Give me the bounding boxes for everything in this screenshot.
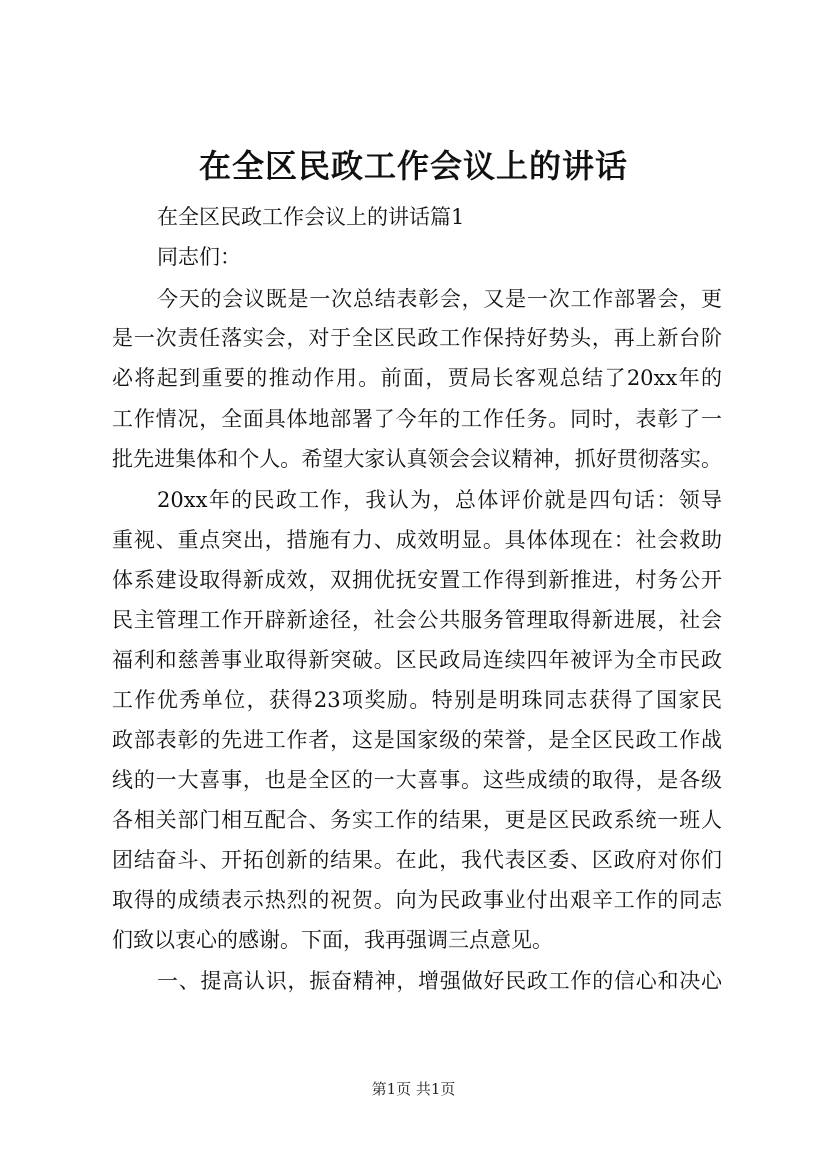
paragraph-line: 线的一大喜事，也是全区的一大喜事。这些成绩的取得，是各级 xyxy=(112,768,722,792)
paragraph-line: 批先进集体和个人。希望大家认真领会会议精神，抓好贯彻落实。 xyxy=(112,447,722,471)
paragraph-line: 体系建设取得新成效，双拥优抚安置工作得到新推进，村务公开 xyxy=(112,568,722,592)
paragraph-line: 工作情况，全面具体地部署了今年的工作任务。同时，表彰了一 xyxy=(112,407,722,431)
paragraph-line: 今天的会议既是一次总结表彰会，又是一次工作部署会，更 xyxy=(157,287,722,311)
section-heading: 在全区民政工作会议上的讲话篇1 xyxy=(157,205,465,229)
paragraph-line: 们致以衷心的感谢。下面，我再强调三点意见。 xyxy=(112,928,553,952)
paragraph-line: 各相关部门相互配合、务实工作的结果，更是区民政系统一班人 xyxy=(112,808,722,832)
paragraph-line: 民主管理工作开辟新途径，社会公共服务管理取得新进展，社会 xyxy=(112,608,722,632)
paragraph-line: 取得的成绩表示热烈的祝贺。向为民政事业付出艰辛工作的同志 xyxy=(112,888,722,912)
paragraph-line: 福利和慈善事业取得新突破。区民政局连续四年被评为全市民政 xyxy=(112,648,722,672)
paragraph-line: 工作优秀单位，获得23项奖励。特别是明珠同志获得了国家民 xyxy=(112,688,722,712)
page-footer: 第1页 共1页 xyxy=(371,1080,456,1098)
paragraph-line: 团结奋斗、开拓创新的结果。在此，我代表区委、区政府对你们 xyxy=(112,848,722,872)
document-title: 在全区民政工作会议上的讲话 xyxy=(198,147,628,185)
section-heading: 一、提高认识，振奋精神，增强做好民政工作的信心和决心 xyxy=(157,969,722,993)
paragraph-line: 是一次责任落实会，对于全区民政工作保持好势头，再上新台阶 xyxy=(112,326,722,350)
paragraph-line: 政部表彰的先进工作者，这是国家级的荣誉，是全区民政工作战 xyxy=(112,728,722,752)
paragraph-line: 重视、重点突出，措施有力、成效明显。具体体现在：社会救助 xyxy=(112,528,722,552)
paragraph-line: 必将起到重要的推动作用。前面，贾局长客观总结了20xx年的 xyxy=(112,366,722,390)
paragraph-line: 20xx年的民政工作，我认为，总体评价就是四句话：领导 xyxy=(157,488,722,512)
salutation: 同志们： xyxy=(157,245,241,269)
